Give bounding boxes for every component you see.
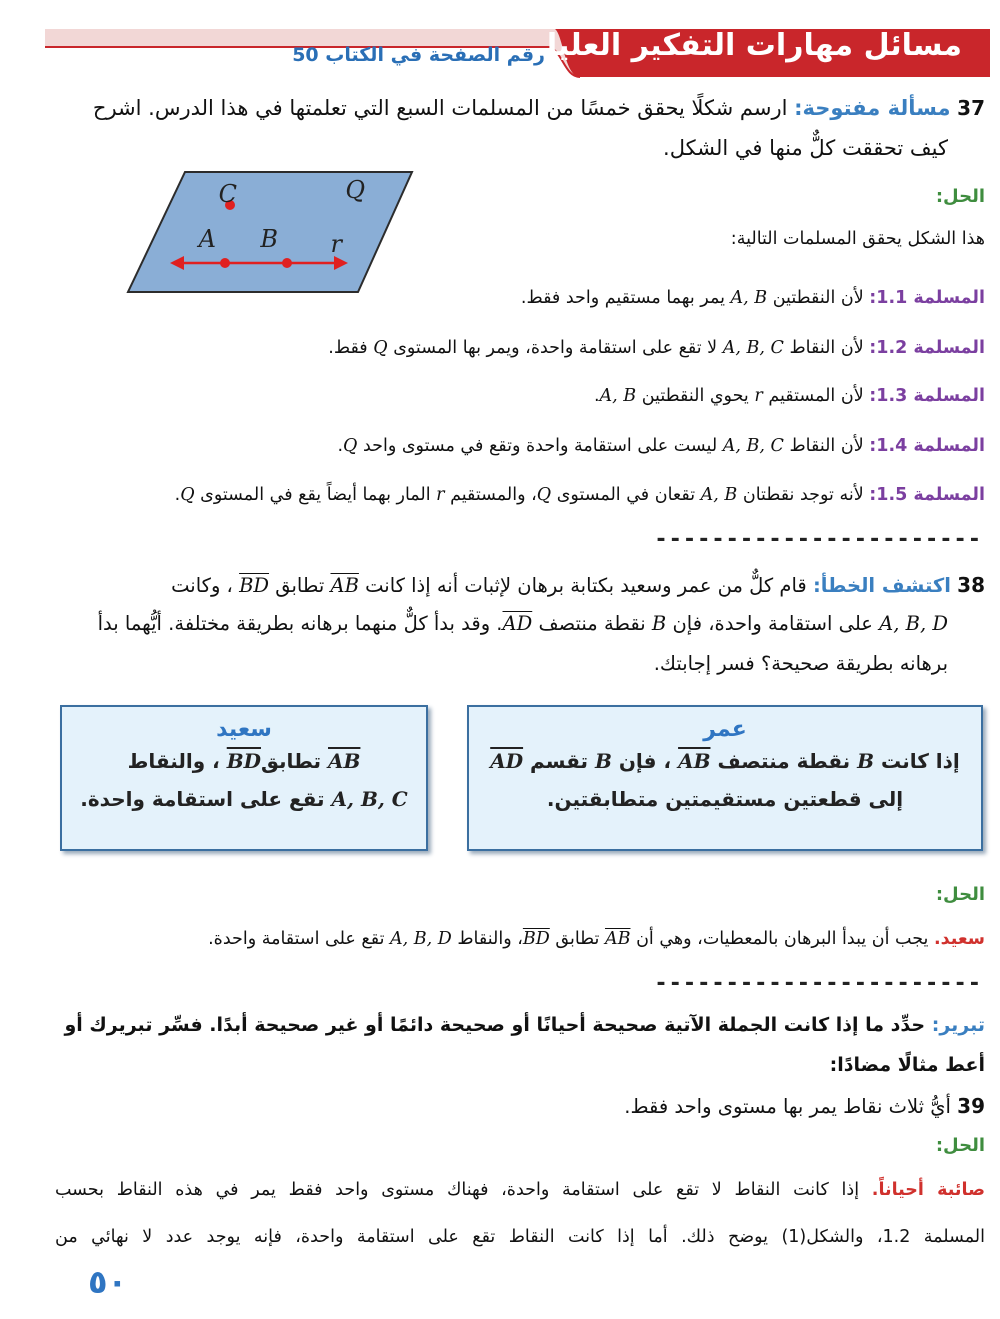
q38-solution-label: الحل: [935,884,985,905]
q37-line1 [93,96,985,120]
postulate-1-2: المسلمة 1.2: لأن النقاط A, B, C لا تقع على استقامة واحدة، ويمر بها المستوى Q فقط. [328,338,985,358]
q39-solution-label: الحل: [935,1135,985,1156]
q39-number: 39 [957,1094,985,1118]
q37-label: مسألة مفتوحة: [794,96,951,120]
q38-line3: برهانه بطريقة صحيحة؟ فسر إجابتك. [653,652,948,675]
saeed-proof-line1: $\overline{AB}$ $تطابق\overline{BD}$ ، والنقاط [127,749,361,773]
q39-intro-line1: تبرير: حدِّد ما إذا كانت الجملة الآتية صحيحة أحيانًا أو صحيحة دائمًا أو غير صحيحة أبدًا. فسِّر تبريرك أو [64,1014,985,1036]
label-a: A [198,225,216,253]
divider-1: ----------------------- [654,527,982,552]
q37-number: 37 [957,96,985,120]
q38-number: 38 [957,573,985,597]
label-b: B [260,225,278,253]
q39-answer-line2: المسلمة 1.2، والشكل(1) يوضح ذلك. أما إذا كانت النقاط تقع على استقامة واحدة، فإنه يوجد عدد لا نهائي من [55,1227,986,1247]
book-page-label: رقم الصفحة في الكتاب 50 [292,44,545,66]
saeed-proof-box [60,705,428,851]
q37-text-1: ارسم شكلًا يحقق خمسًا من المسلمات السبع التي تعلمتها في هذا الدرس. اشرح [92,96,788,120]
page-number: ٥٠ [88,1263,128,1301]
postulate-label: المسلمة 1.5: [869,485,985,505]
postulate-label: المسلمة 1.3: [869,386,985,406]
q39-question: 39 أيُّ ثلاث نقاط يمر بها مستوى واحد فقط. [624,1094,985,1118]
q38-line1: 38 اكتشف الخطأ: قام كلٌّ من عمر وسعيد بكتابة برهان لإثبات أنه إذا كانت $\overline{AB}$ تطابق $\overline{BD}$ ، وكانت [171,573,985,597]
point-b [282,258,292,268]
answer-label: صائبة أحياناً. [871,1180,985,1200]
q37-intro: هذا الشكل يحقق المسلمات التالية: [730,229,985,249]
postulate-label: المسلمة 1.4: [869,436,985,456]
omar-proof-line1: إذا كانت B نقطة منتصف $\overline{AB}$ ، فإن B تقسم $\overline{AD}$ [490,749,960,773]
point-a [220,258,230,268]
plane-figure [120,162,420,302]
divider-2: ----------------------- [654,971,982,996]
answer-name: سعيد. [934,929,985,949]
q37-text-2: كيف تحققت كلٌّ منها في الشكل. [663,136,948,160]
q38-label: اكتشف الخطأ: [812,574,951,597]
postulate-1-4: المسلمة 1.4: لأن النقاط A, B, C ليست على استقامة واحدة وتقع في مستوى واحد Q. [337,436,985,456]
q38-line2: A, B, D على استقامة واحدة، فإن B نقطة منتصف $\overline{AD}$. وقد بدأ كلٌّ منهما برهانه بطريقة مختلفة. أيُّهما بدأ [97,612,948,635]
postulate-1-3: المسلمة 1.3: لأن المستقيم r يحوي النقطتين A, B. [593,386,985,406]
q38-answer: سعيد. يجب أن يبدأ البرهان بالمعطيات، وهي أن $\overline{AB}$ تطابق $\overline{BD}،$ والنقاط A, B, D تقع على استقامة واحدة. [208,929,985,949]
postulate-label: المسلمة 1.1: [869,288,985,308]
q39-answer-line1: صائبة أحياناً. إذا كانت النقاط لا تقع على استقامة واحدة، فهناك مستوى واحد فقط يمر في هذه النقاط بحسب [55,1180,985,1200]
page-title: مسائل مهارات التفكير العليا [546,28,962,63]
q37-solution-label: الحل: [935,186,985,207]
reasoning-label: تبرير: [931,1014,985,1036]
label-r: r [330,230,342,258]
omar-proof-line2: إلى قطعتين مستقيمتين متطابقتين. [546,787,904,811]
saeed-name: سعيد [216,717,272,742]
omar-name: عمر [703,717,747,742]
postulate-1-1: المسلمة 1.1: لأن النقطتين A, B يمر بهما مستقيم واحد فقط. [520,288,985,308]
label-c: C [218,180,237,208]
q39-intro-line2: أعط مثالًا مضادًا: [829,1054,985,1076]
postulate-label: المسلمة 1.2: [869,338,985,358]
label-q: Q [345,176,365,204]
postulate-1-5: المسلمة 1.5: لأنه توجد نقطتان A, B تقعان في المستوى Q، والمستقيم r المار بهما أيضاً يقع في المستوى Q. [174,485,985,505]
saeed-proof-line2: A, B, C تقع على استقامة واحدة. [80,787,408,811]
omar-proof-box [467,705,983,851]
